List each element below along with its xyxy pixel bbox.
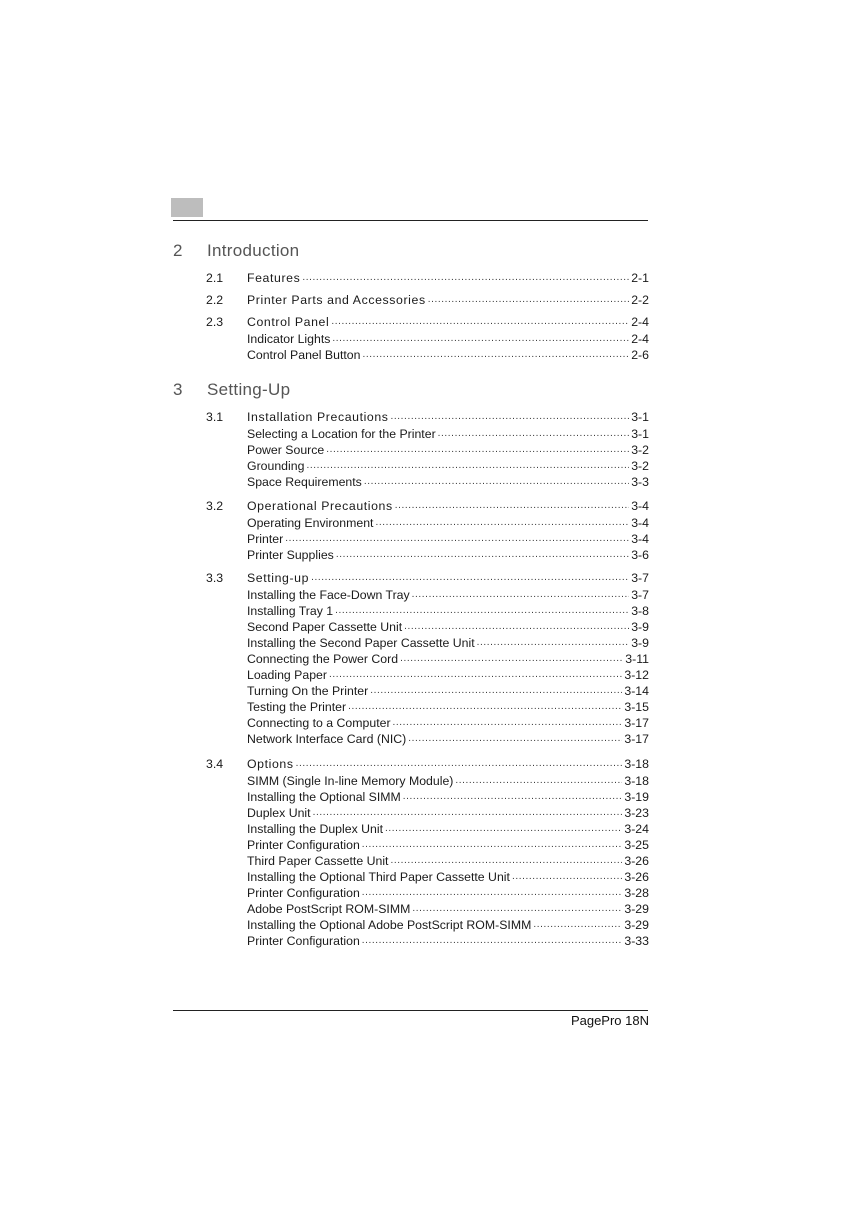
toc-dot-leader xyxy=(404,619,629,635)
toc-entry-title: Installing the Optional Third Paper Cassette Unit xyxy=(247,870,510,884)
toc-section-entry xyxy=(206,270,649,286)
toc-page-number: 3-26 xyxy=(624,870,649,884)
toc-subsection-entry xyxy=(206,331,649,347)
toc-page-number: 3-7 xyxy=(631,588,649,602)
toc-section-number: 3.2 xyxy=(206,499,224,513)
toc-subsection-entry xyxy=(206,347,649,363)
toc-entry-title: Space Requirements xyxy=(247,475,362,489)
toc-page-number: 2-4 xyxy=(631,315,649,329)
chapter-title: Introduction xyxy=(207,241,300,260)
toc-entry-title: Installation Precautions xyxy=(247,410,389,424)
toc-dot-leader xyxy=(390,853,622,869)
toc-section-entry xyxy=(206,314,649,330)
toc-dot-leader xyxy=(370,683,622,699)
toc-subsection-entry xyxy=(206,547,649,563)
toc-dot-leader xyxy=(362,933,623,949)
toc-entry-title: Connecting to a Computer xyxy=(247,716,391,730)
toc-page-number: 3-1 xyxy=(631,427,649,441)
toc-dot-leader xyxy=(306,458,629,474)
toc-entry-title: Installing the Face-Down Tray xyxy=(247,588,410,602)
toc-subsection-entry xyxy=(206,885,649,901)
toc-entry-title: Adobe PostScript ROM-SIMM xyxy=(247,902,411,916)
toc-page-number: 3-4 xyxy=(631,532,649,546)
toc-page-number: 3-33 xyxy=(624,934,649,948)
toc-dot-leader xyxy=(313,805,623,821)
toc-dot-leader xyxy=(362,347,629,363)
toc-section-number: 3.1 xyxy=(206,410,224,424)
toc-subsection-entry xyxy=(206,619,649,635)
toc-entry-title: Control Panel xyxy=(247,315,330,329)
toc-dot-leader xyxy=(326,442,629,458)
toc-entry-title: Network Interface Card (NIC) xyxy=(247,732,407,746)
toc-section-entry xyxy=(206,570,649,586)
toc-subsection-entry xyxy=(206,917,649,933)
toc-page-number: 3-9 xyxy=(631,636,649,650)
toc-subsection-entry xyxy=(206,667,649,683)
toc-dot-leader xyxy=(412,901,622,917)
toc-page-number: 3-3 xyxy=(631,475,649,489)
toc-subsection-entry xyxy=(206,651,649,667)
toc-dot-leader xyxy=(364,474,629,490)
toc-dot-leader xyxy=(348,699,622,715)
footer-product-name: PagePro 18N xyxy=(570,1013,649,1028)
toc-dot-leader xyxy=(393,715,623,731)
toc-page-number: 3-29 xyxy=(624,902,649,916)
toc-entry-title: Operating Environment xyxy=(247,516,374,530)
toc-entry-title: SIMM (Single In-line Memory Module) xyxy=(247,774,454,788)
toc-page-number: 3-9 xyxy=(631,620,649,634)
toc-page-number: 3-4 xyxy=(631,499,649,513)
toc-dot-leader xyxy=(428,292,630,308)
toc-entry-title: Turning On the Printer xyxy=(247,684,369,698)
toc-page-number: 3-28 xyxy=(624,886,649,900)
toc-subsection-entry xyxy=(206,474,649,490)
toc-page-number: 3-8 xyxy=(631,604,649,618)
toc-subsection-entry xyxy=(206,442,649,458)
toc-subsection-entry xyxy=(206,933,649,949)
chapter-tab-marker xyxy=(171,198,203,217)
toc-page-number: 2-6 xyxy=(631,348,649,362)
toc-dot-leader xyxy=(477,635,630,651)
toc-page-number: 3-17 xyxy=(624,732,649,746)
toc-dot-leader xyxy=(329,667,622,683)
toc-page-number: 3-4 xyxy=(631,516,649,530)
toc-dot-leader xyxy=(455,773,622,789)
toc-page-number: 3-25 xyxy=(624,838,649,852)
toc-subsection-entry xyxy=(206,869,649,885)
toc-page-number: 3-15 xyxy=(624,700,649,714)
toc-page-number: 3-19 xyxy=(624,790,649,804)
toc-subsection-entry xyxy=(206,699,649,715)
toc-subsection-entry xyxy=(206,458,649,474)
toc-entry-title: Printer Configuration xyxy=(247,838,360,852)
toc-page-number: 3-23 xyxy=(624,806,649,820)
toc-dot-leader xyxy=(311,570,629,586)
toc-entry-title: Third Paper Cassette Unit xyxy=(247,854,389,868)
toc-section-number: 3.3 xyxy=(206,571,224,585)
toc-dot-leader xyxy=(385,821,622,837)
toc-subsection-entry xyxy=(206,805,649,821)
toc-subsection-entry xyxy=(206,531,649,547)
toc-entry-title: Operational Precautions xyxy=(247,499,393,513)
toc-page-number: 3-24 xyxy=(624,822,649,836)
toc-subsection-entry xyxy=(206,635,649,651)
toc-dot-leader xyxy=(335,603,629,619)
toc-dot-leader xyxy=(362,837,623,853)
toc-section-entry xyxy=(206,409,649,425)
toc-entry-title: Loading Paper xyxy=(247,668,327,682)
toc-dot-leader xyxy=(331,314,629,330)
toc-dot-leader xyxy=(362,885,623,901)
toc-subsection-entry xyxy=(206,683,649,699)
toc-dot-leader xyxy=(408,731,622,747)
toc-entry-title: Power Source xyxy=(247,443,325,457)
toc-entry-title: Features xyxy=(247,271,301,285)
toc-entry-title: Second Paper Cassette Unit xyxy=(247,620,403,634)
toc-entry-title: Control Panel Button xyxy=(247,348,361,362)
footer-rule xyxy=(173,1010,648,1011)
toc-page-number: 2-2 xyxy=(631,293,649,307)
toc-page-number: 3-18 xyxy=(624,774,649,788)
toc-entry-title: Options xyxy=(247,757,294,771)
toc-dot-leader xyxy=(533,917,622,933)
toc-dot-leader xyxy=(391,409,630,425)
toc-page-number: 3-11 xyxy=(625,652,649,666)
toc-page-number: 3-7 xyxy=(631,571,649,585)
toc-dot-leader xyxy=(400,651,623,667)
toc-subsection-entry xyxy=(206,603,649,619)
toc-dot-leader xyxy=(285,531,629,547)
toc-entry-title: Printer Configuration xyxy=(247,934,360,948)
toc-chapter-heading xyxy=(173,380,290,400)
toc-entry-title: Installing the Duplex Unit xyxy=(247,822,384,836)
toc-subsection-entry xyxy=(206,821,649,837)
chapter-number: 3 xyxy=(173,380,183,399)
toc-page-number: 3-17 xyxy=(624,716,649,730)
toc-dot-leader xyxy=(296,756,623,772)
toc-subsection-entry xyxy=(206,789,649,805)
toc-page-number: 3-29 xyxy=(624,918,649,932)
header-rule xyxy=(173,220,648,221)
toc-page-number: 3-6 xyxy=(631,548,649,562)
toc-page-number: 3-1 xyxy=(631,410,649,424)
toc-entry-title: Installing the Optional Adobe PostScript ROM-SIMM xyxy=(247,918,532,932)
toc-entry-title: Printer xyxy=(247,532,284,546)
toc-entry-title: Duplex Unit xyxy=(247,806,311,820)
toc-page-number: 3-18 xyxy=(624,757,649,771)
toc-subsection-entry xyxy=(206,715,649,731)
toc-section-entry xyxy=(206,756,649,772)
toc-subsection-entry xyxy=(206,853,649,869)
toc-section-number: 3.4 xyxy=(206,757,224,771)
toc-page-number: 3-2 xyxy=(631,443,649,457)
toc-entry-title: Installing Tray 1 xyxy=(247,604,334,618)
toc-dot-leader xyxy=(375,515,629,531)
toc-entry-title: Grounding xyxy=(247,459,305,473)
toc-dot-leader xyxy=(332,331,629,347)
toc-entry-title: Selecting a Location for the Printer xyxy=(247,427,436,441)
toc-page-number: 2-1 xyxy=(631,271,649,285)
toc-entry-title: Printer Configuration xyxy=(247,886,360,900)
toc-subsection-entry xyxy=(206,773,649,789)
toc-subsection-entry xyxy=(206,731,649,747)
toc-dot-leader xyxy=(336,547,629,563)
toc-entry-title: Printer Supplies xyxy=(247,548,334,562)
toc-entry-title: Testing the Printer xyxy=(247,700,347,714)
toc-entry-title: Printer Parts and Accessories xyxy=(247,293,426,307)
toc-subsection-entry xyxy=(206,837,649,853)
toc-entry-title: Installing the Optional SIMM xyxy=(247,790,401,804)
toc-dot-leader xyxy=(438,426,630,442)
toc-page-number: 2-4 xyxy=(631,332,649,346)
toc-section-number: 2.3 xyxy=(206,315,224,329)
toc-dot-leader xyxy=(403,789,623,805)
toc-entry-title: Indicator Lights xyxy=(247,332,331,346)
chapter-number: 2 xyxy=(173,241,183,260)
toc-subsection-entry xyxy=(206,515,649,531)
toc-dot-leader xyxy=(412,587,630,603)
toc-chapter-heading xyxy=(173,241,299,261)
toc-subsection-entry xyxy=(206,426,649,442)
toc-subsection-entry xyxy=(206,901,649,917)
toc-dot-leader xyxy=(302,270,629,286)
toc-page-number: 3-14 xyxy=(624,684,649,698)
toc-page-number: 3-2 xyxy=(631,459,649,473)
toc-dot-leader xyxy=(512,869,622,885)
chapter-title: Setting-Up xyxy=(207,380,291,399)
toc-page-number: 3-12 xyxy=(624,668,649,682)
toc-page-number: 3-26 xyxy=(624,854,649,868)
toc-entry-title: Installing the Second Paper Cassette Unit xyxy=(247,636,475,650)
toc-subsection-entry xyxy=(206,587,649,603)
toc-entry-title: Connecting the Power Cord xyxy=(247,652,399,666)
toc-section-number: 2.2 xyxy=(206,293,224,307)
toc-section-number: 2.1 xyxy=(206,271,224,285)
toc-dot-leader xyxy=(395,498,629,514)
toc-section-entry xyxy=(206,292,649,308)
toc-section-entry xyxy=(206,498,649,514)
toc-entry-title: Setting-up xyxy=(247,571,310,585)
